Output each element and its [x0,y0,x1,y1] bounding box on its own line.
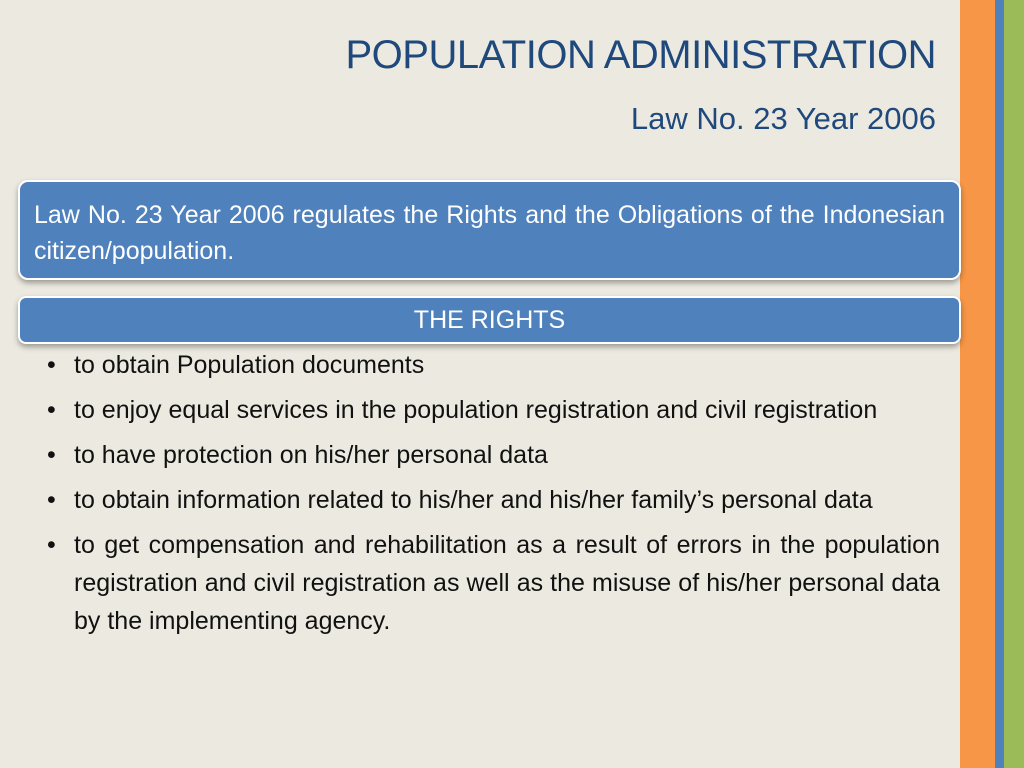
bullet-icon: • [47,441,56,469]
intro-box [18,180,961,280]
list-item [47,436,940,474]
rights-heading: THE RIGHTS [413,306,566,334]
bullet-icon: • [47,486,56,514]
list-item [47,481,940,519]
slide-subtitle: Law No. 23 Year 2006 [630,101,936,136]
rights-heading-bar [18,296,961,344]
slide-title: POPULATION ADMINISTRATION [345,33,936,77]
rights-list [47,346,940,647]
list-item [47,526,940,640]
bullet-icon: • [47,396,56,424]
decorative-stripe-orange [960,0,995,768]
list-item-text: to get compensation and rehabilitation as a result of errors in the population registration and civil registration as well as the misuse of his/her personal data by the implementing agency. [74,531,940,635]
bullet-icon: • [47,351,56,379]
bullet-icon: • [47,531,56,559]
list-item-text: to obtain information related to his/her and his/her family’s personal data [74,486,873,514]
list-item [47,391,940,429]
list-item [47,346,940,384]
decorative-stripe-blue [995,0,1004,768]
intro-text: Law No. 23 Year 2006 regulates the Rights and the Obligations of the Indonesian citizen/population. [34,201,945,265]
list-item-text: to obtain Population documents [74,351,425,379]
list-item-text: to enjoy equal services in the population registration and civil registration [74,396,878,424]
decorative-stripe-green [1004,0,1024,768]
list-item-text: to have protection on his/her personal data [74,441,548,469]
